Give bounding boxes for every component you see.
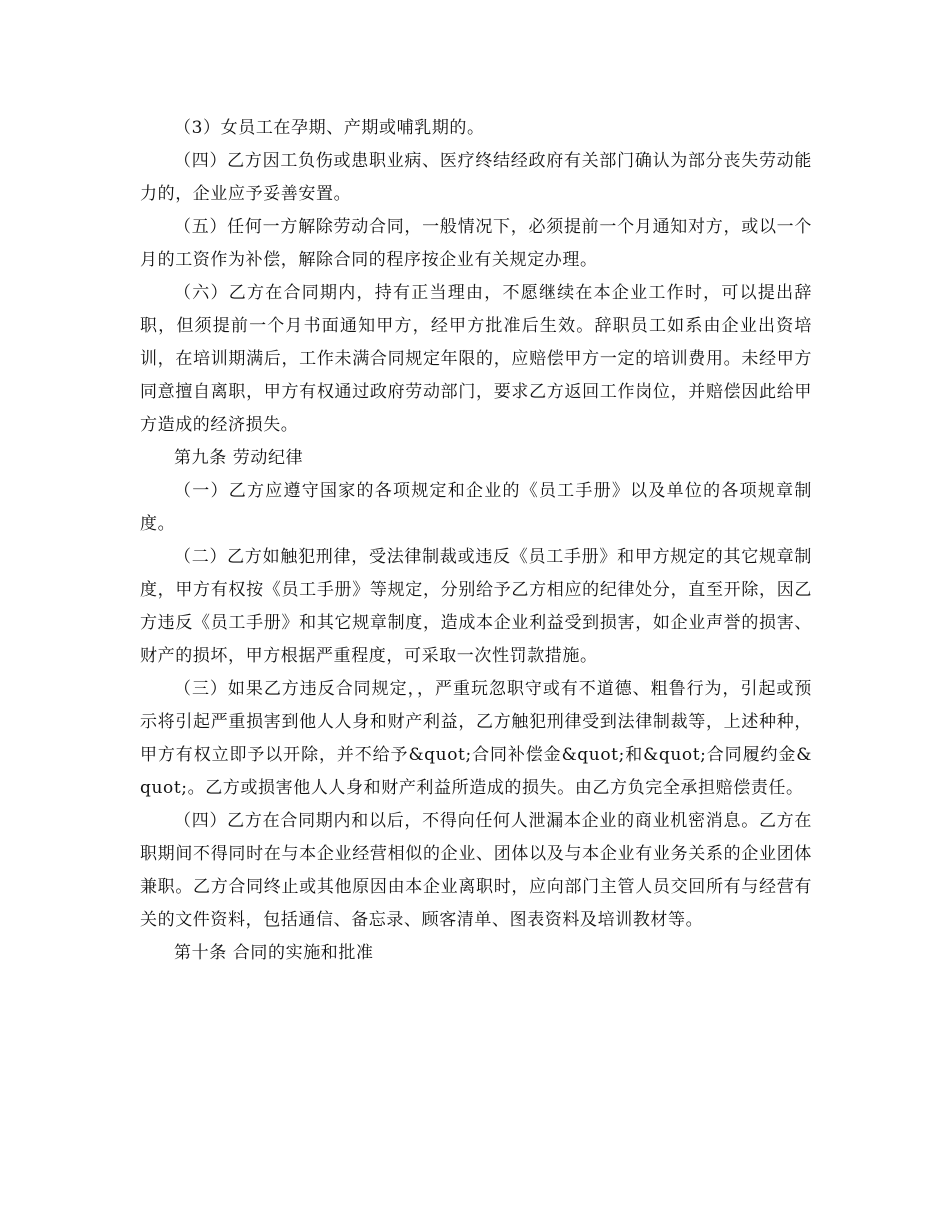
paragraph-work-injury-clause: （四）乙方因工负伤或患职业病、医疗终结经政府有关部门确认为部分丧失劳动能力的，企业应予妥善安置。 <box>140 151 812 204</box>
paragraph-female-employee-clause: （3）女员工在孕期、产期或哺乳期的。 <box>174 118 485 138</box>
paragraph-resignation-clause: （六）乙方在合同期内，持有正当理由，不愿继续在本企业工作时，可以提出辞职，但须提前一个月书面通知甲方，经甲方批准后生效。辞职员工如系由企业出资培训，在培训期满后，工作未满合同规定年限的，应赔偿甲方一定的培训费用。未经甲方同意擅自离职，甲方有权通过政府劳动部门，要求乙方返回工作岗位，并赔偿因此给甲方造成的经济损失。 <box>140 283 812 435</box>
paragraph-termination-notice-clause: （五）任何一方解除劳动合同，一般情况下，必须提前一个月通知对方，或以一个月的工资作为补偿，解除合同的程序按企业有关规定办理。 <box>140 217 812 270</box>
paragraph-confidentiality-clause: （四）乙方在合同期内和以后，不得向任何人泄漏本企业的商业机密消息。乙方在职期间不得同时在与本企业经营相似的企业、团体以及与本企业有业务关系的企业团体兼职。乙方合同终止或其他原因由本企业离职时，应向部门主管人员交回所有与经营有关的文件资料，包括通信、备忘录、顾客清单、图表资料及培训教材等。 <box>140 811 812 930</box>
paragraph-dismissal-clause: （三）如果乙方违反合同规定，，严重玩忽职守或有不道德、粗鲁行为，引起或预示将引起严重损害到他人人身和财产利益，乙方触犯刑律受到法律制裁等，上述种种，甲方有权立即予以开除，并不给予&quot;合同补偿金&quot;和&quot;合同履约金&quot;。乙方或损害他人人身和财产利益所造成的损失。由乙方负完全承担赔偿责任。 <box>140 679 812 798</box>
document-page <box>140 112 812 970</box>
article-10-heading: 第十条 合同的实施和批准 <box>174 943 374 963</box>
paragraph-discipline-compliance: （一）乙方应遵守国家的各项规定和企业的《员工手册》以及单位的各项规章制度。 <box>140 481 812 534</box>
paragraph-discipline-violation: （二）乙方如触犯刑律，受法律制裁或违反《员工手册》和甲方规定的其它规章制度，甲方有权按《员工手册》等规定，分别给予乙方相应的纪律处分，直至开除，因乙方违反《员工手册》和其它规章制度，造成本企业利益受到损害，如企业声誉的损害、财产的损坏，甲方根据严重程度，可采取一次性罚款措施。 <box>140 547 812 666</box>
article-9-heading: 第九条 劳动纪律 <box>174 448 304 468</box>
